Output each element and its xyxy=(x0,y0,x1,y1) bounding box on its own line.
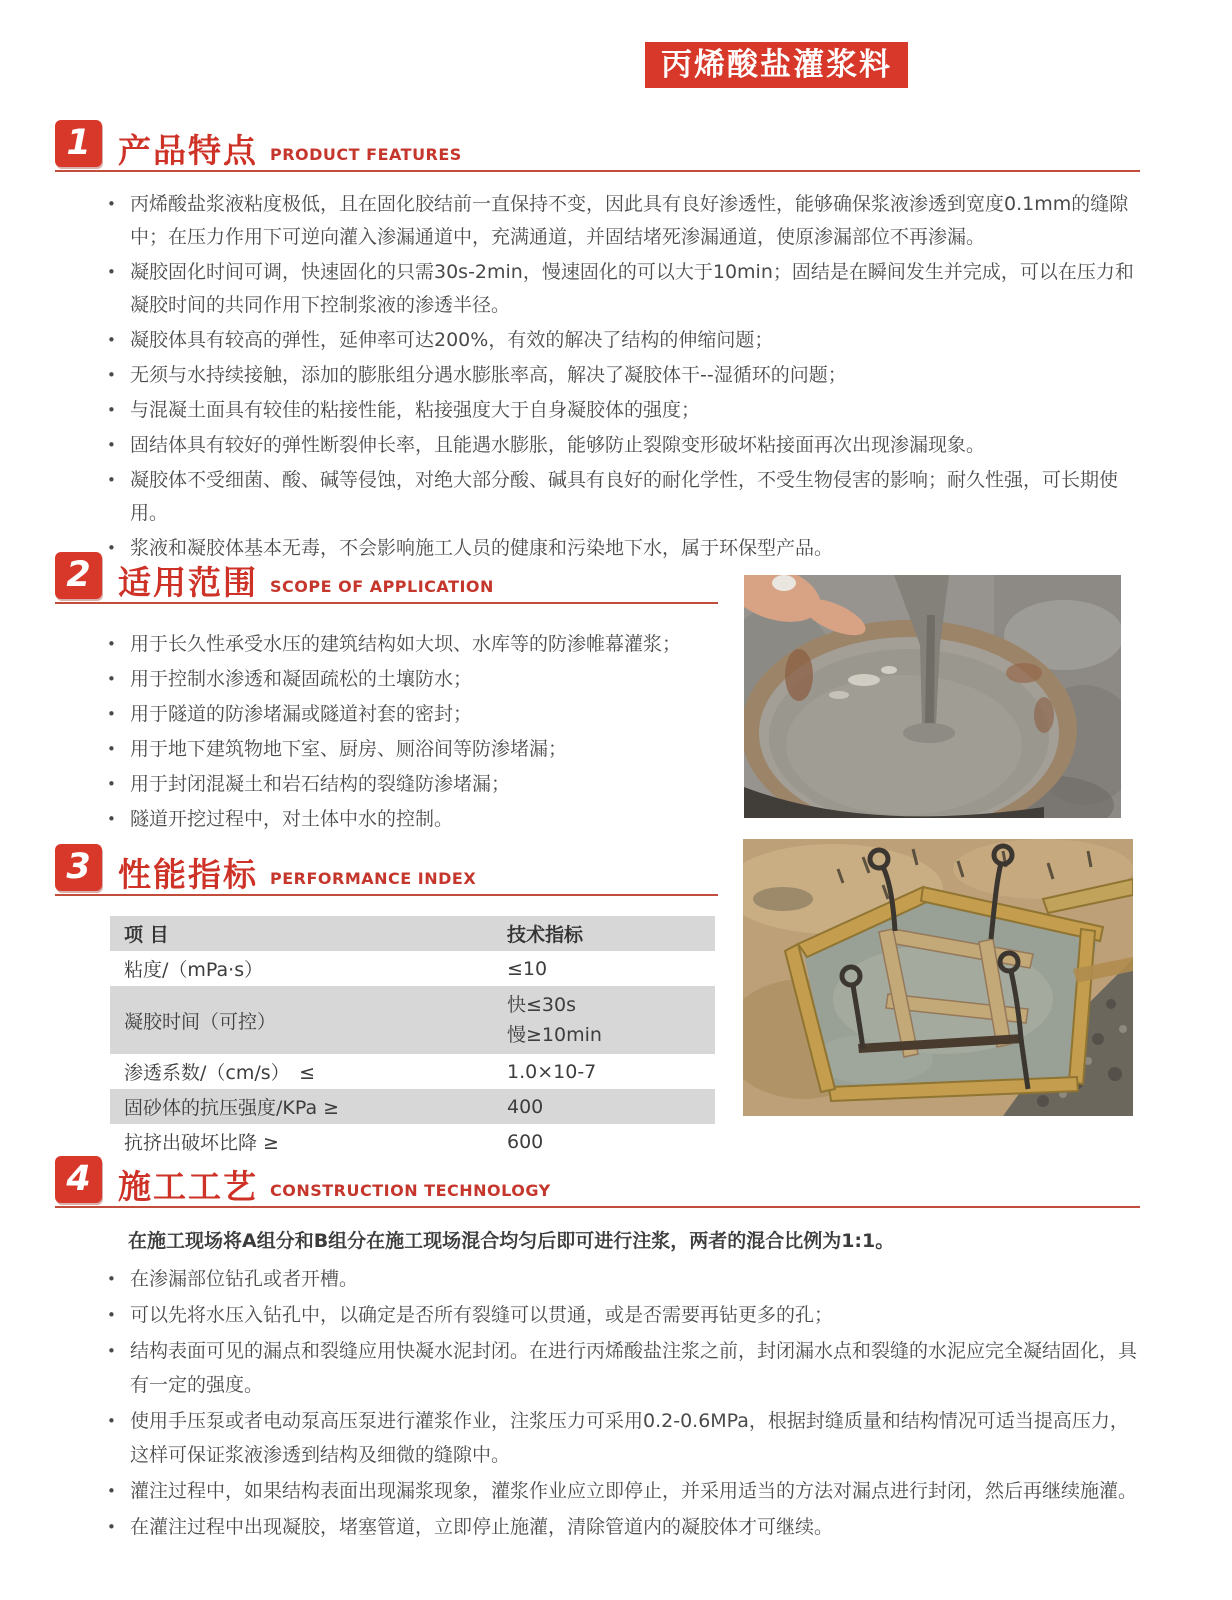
section-title: 施工工艺 xyxy=(118,1167,258,1206)
table-row xyxy=(110,951,715,986)
formwork-grouting-photo xyxy=(743,839,1133,1116)
list-item: • 用于封闭混凝土和岩石结构的裂缝防渗堵漏； xyxy=(97,768,718,801)
table-row xyxy=(110,1089,715,1124)
formwork-grouting-illustration xyxy=(743,839,1133,1116)
application-list xyxy=(97,628,718,836)
list-item: • 凝胶固化时间可调，快速固化的只需30s-2min，慢速固化的可以大于10min；固结是在瞬间发生并完成，可以在压力和凝胶时间的共同作用下控制浆液的渗透半径。 xyxy=(97,256,1140,322)
list-item: • 隧道开挖过程中，对土体中水的控制。 xyxy=(97,803,718,836)
list-item: • 丙烯酸盐浆液粘度极低，且在固化胶结前一直保持不变，因此具有良好渗透性，能够确保浆液渗透到宽度0.1mm的缝隙中；在压力作用下可逆向灌入渗漏通道中，充满通道，并固结堵死渗漏通道，使原渗漏部位不再渗漏。 xyxy=(97,188,1140,254)
section-number-badge: 2 xyxy=(55,552,102,599)
table-cell-line: 慢≥10min xyxy=(507,1024,602,1046)
table-row xyxy=(110,986,715,1054)
section-subtitle: SCOPE OF APPLICATION xyxy=(270,577,494,596)
feature-list xyxy=(97,188,1140,565)
section-product-features xyxy=(55,120,1140,567)
list-item: • 可以先将水压入钻孔中，以确定是否所有裂缝可以贯通，或是否需要再钻更多的孔； xyxy=(97,1298,1140,1332)
list-item: • 用于隧道的防渗堵漏或隧道衬套的密封； xyxy=(97,698,718,731)
section-title: 产品特点 xyxy=(118,131,258,170)
list-item: • 灌注过程中，如果结构表面出现漏浆现象，灌浆作业应立即停止，并采用适当的方法对漏点进行封闭，然后再继续施灌。 xyxy=(97,1474,1140,1508)
list-item: • 结构表面可见的漏点和裂缝应用快凝水泥封闭。在进行丙烯酸盐注浆之前，封闭漏水点和裂缝的水泥应完全凝结固化，具有一定的强度。 xyxy=(97,1334,1140,1402)
list-item: • 用于控制水渗透和凝固疏松的土壤防水； xyxy=(97,663,718,696)
list-item: • 用于长久性承受水压的建筑结构如大坝、水库等的防渗帷幕灌浆； xyxy=(97,628,718,661)
section-subtitle: PERFORMANCE INDEX xyxy=(270,869,477,888)
section-header xyxy=(55,120,1140,172)
table-cell: 凝胶时间（可控） xyxy=(124,1010,277,1033)
slurry-mixing-photo xyxy=(744,575,1121,818)
table-cell: 粘度/（mPa·s） xyxy=(124,959,264,981)
list-item: • 用于地下建筑物地下室、厨房、厕浴间等防渗堵漏； xyxy=(97,733,718,766)
list-item: • 凝胶体具有较高的弹性，延伸率可达200%，有效的解决了结构的伸缩问题； xyxy=(97,324,1140,357)
slurry-mixing-illustration xyxy=(744,575,1121,818)
product-title-banner: 丙烯酸盐灌浆料 xyxy=(645,42,908,88)
section-scope-of-application xyxy=(55,552,718,838)
table-header-value: 技术指标 xyxy=(507,924,584,946)
table-row xyxy=(110,1054,715,1089)
construction-intro: 在施工现场将A组分和B组分在施工现场混合均匀后即可进行注浆，两者的混合比例为1:1。 xyxy=(128,1230,895,1252)
table-cell: 400 xyxy=(507,1095,544,1118)
section-number-badge: 4 xyxy=(55,1156,102,1203)
section-header xyxy=(55,844,718,896)
table-cell: 抗挤出破坏比降 ≥ xyxy=(124,1132,279,1154)
list-item: • 浆液和凝胶体基本无毒，不会影响施工人员的健康和污染地下水，属于环保型产品。 xyxy=(97,532,1140,565)
list-item: • 使用手压泵或者电动泵高压泵进行灌浆作业，注浆压力可采用0.2-0.6MPa，根据封缝质量和结构情况可适当提高压力，这样可保证浆液渗透到结构及细微的缝隙中。 xyxy=(97,1404,1140,1472)
table-row xyxy=(110,1124,715,1159)
section-number-badge: 1 xyxy=(55,120,102,167)
table-header-item: 项 目 xyxy=(124,924,169,946)
list-item: • 在渗漏部位钻孔或者开槽。 xyxy=(97,1262,1140,1296)
table-cell: 600 xyxy=(507,1130,544,1153)
construction-steps-list xyxy=(97,1262,1140,1544)
section-number-badge: 3 xyxy=(55,844,102,891)
section-subtitle: CONSTRUCTION TECHNOLOGY xyxy=(270,1181,551,1200)
list-item: • 凝胶体不受细菌、酸、碱等侵蚀，对绝大部分酸、碱具有良好的耐化学性，不受生物侵害的影响；耐久性强，可长期使用。 xyxy=(97,464,1140,530)
section-header xyxy=(55,552,718,604)
list-item: • 与混凝土面具有较佳的粘接性能，粘接强度大于自身凝胶体的强度； xyxy=(97,394,1140,427)
table-header-row xyxy=(110,916,715,951)
list-item: • 无须与水持续接触，添加的膨胀组分遇水膨胀率高，解决了凝胶体干--湿循环的问题； xyxy=(97,359,1140,392)
performance-table xyxy=(110,916,715,1159)
section-construction-technology xyxy=(55,1156,1140,1546)
table-cell: 1.0×10-7 xyxy=(507,1060,597,1083)
table-cell xyxy=(493,986,715,1054)
table-cell: 渗透系数/（cm/s） ≤ xyxy=(124,1062,316,1084)
list-item: • 固结体具有较好的弹性断裂伸长率，且能遇水膨胀，能够防止裂隙变形破坏粘接面再次出现渗漏现象。 xyxy=(97,429,1140,462)
section-header xyxy=(55,1156,1140,1208)
list-item: • 在灌注过程中出现凝胶，堵塞管道，立即停止施灌，清除管道内的凝胶体才可继续。 xyxy=(97,1510,1140,1544)
section-title: 性能指标 xyxy=(118,855,258,894)
table-cell-line: 快≤30s xyxy=(507,994,576,1016)
table-cell: ≤10 xyxy=(507,957,548,980)
section-performance-index xyxy=(55,844,718,1159)
section-subtitle: PRODUCT FEATURES xyxy=(270,145,462,164)
table-cell: 固砂体的抗压强度/KPa ≥ xyxy=(124,1097,340,1119)
section-title: 适用范围 xyxy=(118,563,258,602)
